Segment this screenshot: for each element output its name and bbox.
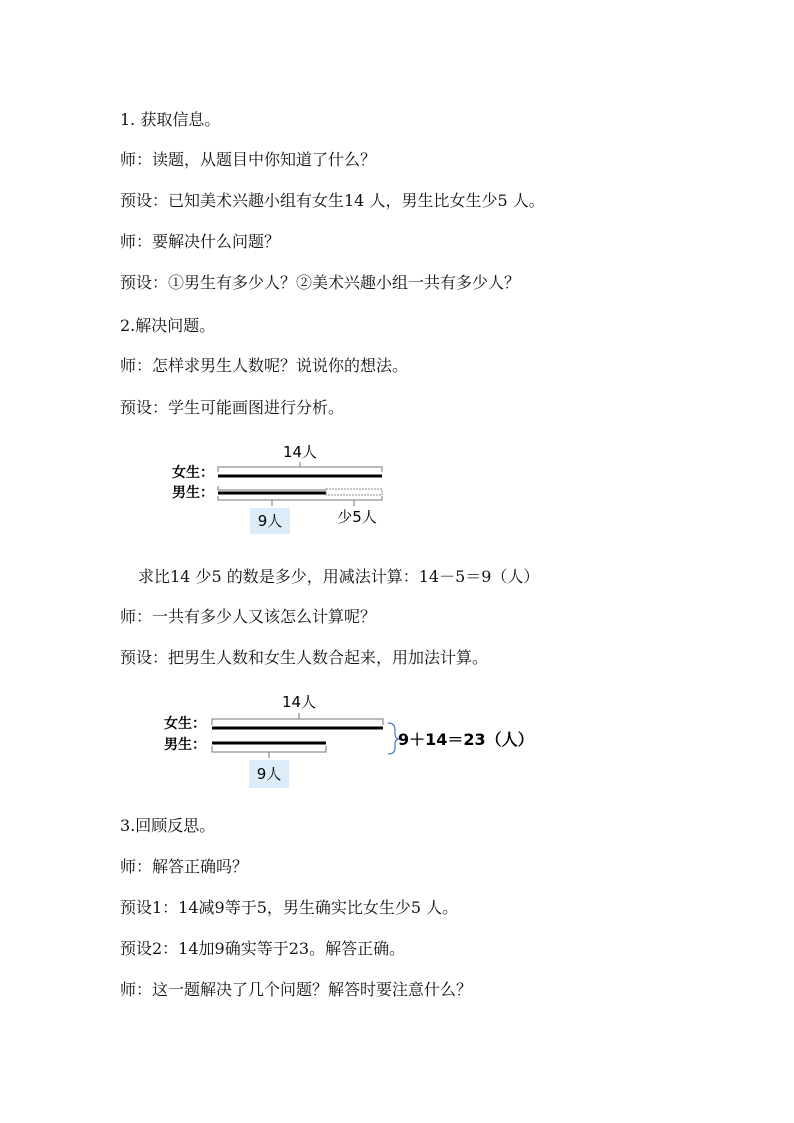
text-line-4: 师：要解决什么问题？ bbox=[120, 232, 281, 251]
text-line-8: 预设：学生可能画图进行分析。 bbox=[120, 398, 345, 417]
total-brace bbox=[212, 719, 383, 725]
text-line-5: 预设：①男生有多少人？②美术兴趣小组一共有多少人？ bbox=[120, 273, 521, 292]
difference-segment bbox=[326, 489, 382, 495]
text-line-15: 预设2：14加9确实等于23。解答正确。 bbox=[120, 939, 406, 958]
text-line-3: 预设：已知美术兴趣小组有女生14 人，男生比女生少5 人。 bbox=[120, 191, 545, 210]
text-line-10: 师：一共有多少人又该怎么计算呢？ bbox=[120, 607, 377, 626]
text-line-16: 师：这一题解决了几个问题？解答时要注意什么？ bbox=[120, 980, 473, 999]
text-line-11: 预设：把男生人数和女生人数合起来，用加法计算。 bbox=[120, 648, 489, 667]
total-brace bbox=[218, 467, 382, 472]
girls-label: 女生： bbox=[164, 716, 206, 732]
boys-bottom-brace bbox=[218, 496, 382, 500]
boys-value-label: 9人 bbox=[257, 512, 283, 530]
sum-equation: 9＋14＝23（人） bbox=[398, 730, 534, 749]
boys-label: 男生： bbox=[164, 737, 206, 753]
text-line-6: 2.解决问题。 bbox=[120, 316, 216, 335]
text-line-7: 师：怎样求男生人数呢？说说你的想法。 bbox=[120, 356, 409, 375]
diagram-1-svg bbox=[150, 436, 590, 536]
text-line-13: 师：解答正确吗？ bbox=[120, 857, 249, 876]
text-line-9: 求比14 少5 的数是多少，用减法计算：14－5＝9（人） bbox=[138, 567, 540, 586]
line-segment-diagram-2 bbox=[150, 686, 590, 790]
difference-label: 少5人 bbox=[337, 508, 377, 526]
diagram-2-svg bbox=[150, 686, 590, 790]
total-label: 14人 bbox=[281, 693, 317, 711]
text-line-12: 3.回顾反思。 bbox=[120, 816, 216, 835]
girls-label: 女生： bbox=[172, 465, 214, 481]
boys-left-brace bbox=[218, 486, 326, 490]
total-label: 14人 bbox=[282, 443, 318, 461]
boys-bottom-brace bbox=[212, 746, 326, 752]
text-line-14: 预设1：14减9等于5，男生确实比女生少5 人。 bbox=[120, 898, 459, 917]
line-segment-diagram-1 bbox=[150, 436, 590, 536]
text-line-2: 师：读题，从题目中你知道了什么？ bbox=[120, 150, 377, 169]
boys-label: 男生： bbox=[172, 485, 214, 501]
boys-value-label: 9人 bbox=[256, 765, 282, 783]
text-line-1: 1. 获取信息。 bbox=[120, 110, 221, 129]
